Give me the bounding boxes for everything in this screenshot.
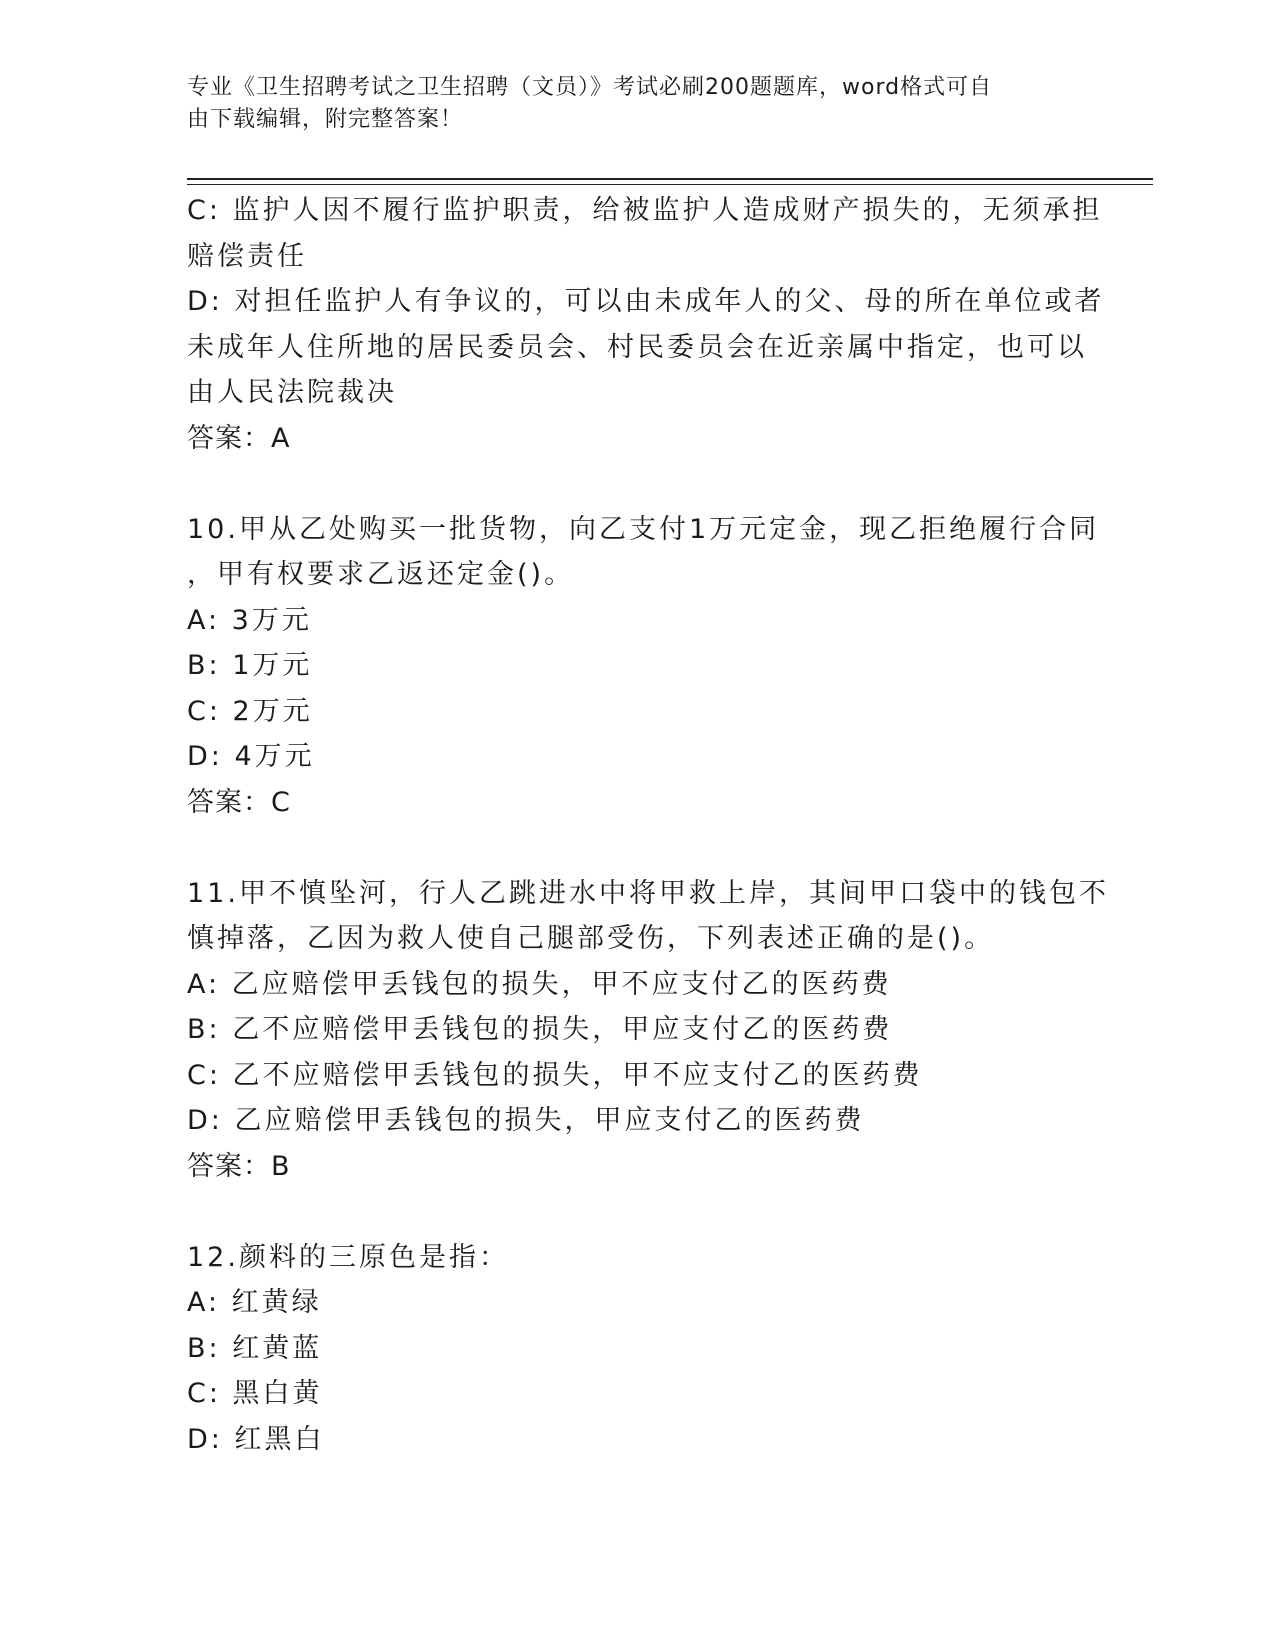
option-d: D: 乙应赔偿甲丢钱包的损失，甲应支付乙的医药费 [187, 1105, 865, 1136]
question-11 [187, 871, 1109, 1190]
option-d-line: 未成年人住所地的居民委员会、村民委员会在近亲属中指定，也可以 [187, 331, 1087, 363]
header-title-line-1: 专业《卫生招聘考试之卫生招聘（文员）》考试必刷200题题库，word格式可自 [187, 75, 993, 100]
option-c-line: C: 监护人因不履行监护职责，给被监护人造成财产损失的，无须承担 [187, 195, 1103, 226]
question-content [187, 188, 1109, 1462]
option-a: A: 乙应赔偿甲丢钱包的损失，甲不应支付乙的医药费 [187, 968, 892, 1000]
question-stem: ，甲有权要求乙返还定金()。 [187, 559, 575, 590]
header-divider-thick [187, 178, 1153, 180]
answer-line: 答案：A [187, 422, 291, 454]
option-d-line: D: 对担任监护人有争议的，可以由未成年人的父、母的所在单位或者 [187, 286, 1105, 317]
document-header [187, 72, 1067, 136]
question-stem: 11.甲不慎坠河，行人乙跳进水中将甲救上岸，其间甲口袋中的钱包不 [187, 877, 1109, 909]
option-d: D: 4万元 [187, 741, 315, 772]
previous-question-continuation [187, 188, 1105, 461]
option-c-line: 赔偿责任 [187, 240, 307, 272]
header-title-line-2: 由下载编辑，附完整答案！ [187, 107, 464, 132]
option-d-line: 由人民法院裁决 [187, 377, 397, 408]
header-divider-thin [187, 184, 1153, 185]
option-c: C: 2万元 [187, 695, 313, 727]
spacer [187, 1189, 1077, 1235]
question-stem: 12.颜料的三原色是指： [187, 1241, 509, 1273]
question-12 [187, 1235, 1077, 1463]
option-b: B: 红黄蓝 [187, 1332, 323, 1364]
question-stem: 慎掉落，乙因为救人使自己腿部受伤，下列表述正确的是()。 [187, 923, 995, 954]
question-stem: 10.甲从乙处购买一批货物，向乙支付1万元定金，现乙拒绝履行合同 [187, 513, 1100, 545]
spacer [187, 825, 1077, 871]
question-10 [187, 507, 1100, 826]
option-a: A: 红黄绿 [187, 1287, 322, 1318]
option-d: D: 红黑白 [187, 1423, 325, 1455]
option-b: B: 1万元 [187, 650, 313, 681]
answer-line: 答案：C [187, 786, 291, 818]
answer-line: 答案：B [187, 1150, 291, 1182]
option-c: C: 乙不应赔偿甲丢钱包的损失，甲不应支付乙的医药费 [187, 1059, 923, 1091]
option-a: A: 3万元 [187, 604, 312, 636]
option-c: C: 黑白黄 [187, 1378, 323, 1409]
spacer [187, 461, 1077, 507]
option-b: B: 乙不应赔偿甲丢钱包的损失，甲应支付乙的医药费 [187, 1014, 893, 1045]
